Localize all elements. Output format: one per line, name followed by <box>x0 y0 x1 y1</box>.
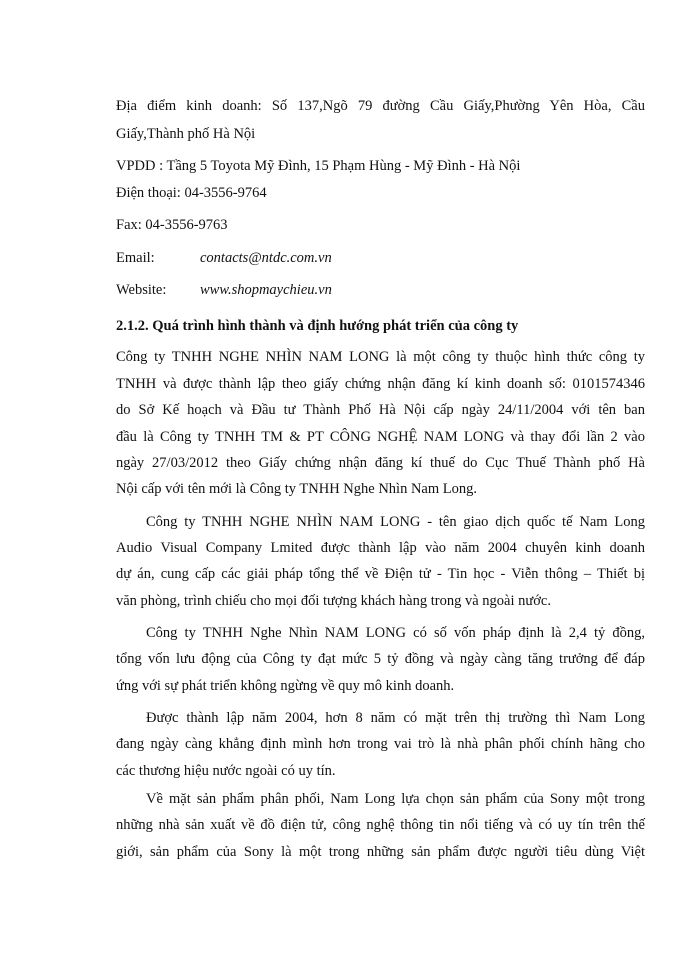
email-link[interactable]: contacts@ntdc.com.vn <box>200 250 332 266</box>
paragraph-5-line: Về mặt sản phẩm phân phối, Nam Long lựa chọn sản phẩm của Sony một trong <box>146 791 645 807</box>
paragraph-1-line: Công ty TNHH NGHE NHÌN NAM LONG là một công ty thuộc hình thức công ty <box>116 349 645 365</box>
website-label: Website: <box>116 282 167 298</box>
email-row <box>116 249 155 267</box>
email-label: Email: <box>116 250 155 266</box>
website-row <box>116 281 166 299</box>
website-link[interactable]: www.shopmaychieu.vn <box>200 282 332 298</box>
phone-line: Điện thoại: 04-3556-9764 <box>116 185 267 201</box>
address-line-1: Địa điểm kinh doanh: Số 137,Ngõ 79 đường Cầu Giấy,Phường Yên Hòa, Cầu <box>116 98 645 114</box>
paragraph-4-line: các thương hiệu nước ngoài có uy tín. <box>116 763 336 779</box>
paragraph-2-line: văn phòng, trình chiếu cho mọi đối tượng khách hàng trong và ngoài nước. <box>116 593 551 609</box>
paragraph-3-line: tổng vốn lưu động của Công ty đạt mức 5 tỷ đồng và ngày càng tăng trưởng để đáp <box>116 651 645 667</box>
fax-line: Fax: 04-3556-9763 <box>116 217 228 233</box>
paragraph-1-line: đầu là Công ty TNHH TM & PT CÔNG NGHỆ NAM LONG và thay đổi lần 2 vào <box>116 429 645 445</box>
paragraph-1-line: ngày 27/03/2012 theo Giấy chứng nhận đăng kí thuế do Cục Thuế Thành phố Hà <box>116 455 645 471</box>
paragraph-4-line: đang ngày càng khẳng định mình hơn trong vai trò là nhà phân phối chính hãng cho <box>116 736 645 752</box>
paragraph-1-line: TNHH và được thành lập theo giấy chứng nhận đăng kí kinh doanh số: 0101574346 <box>116 376 645 392</box>
paragraph-4-line: Được thành lập năm 2004, hơn 8 năm có mặt trên thị trường thì Nam Long <box>146 710 645 726</box>
paragraph-2-line: dự án, cung cấp các giải pháp tổng thể về Điện tử - Tin học - Viễn thông – Thiết bị <box>116 566 645 582</box>
paragraph-2-line: Audio Visual Company Lmited được thành lập vào năm 2004 chuyên kinh doanh <box>116 540 645 556</box>
section-heading: 2.1.2. Quá trình hình thành và định hướng phát triển của công ty <box>116 318 519 334</box>
paragraph-3-line: Công ty TNHH Nghe Nhìn NAM LONG có số vốn pháp định là 2,4 tỷ đồng, <box>146 625 645 641</box>
paragraph-1-line: do Sở Kế hoạch và Đầu tư Thành Phố Hà Nội cấp ngày 24/11/2004 với tên ban <box>116 402 645 418</box>
paragraph-5-line: những nhà sản xuất về đồ điện tử, công nghệ thông tin nổi tiếng và có uy tín trên thế <box>116 817 645 833</box>
address-line-2: Giấy,Thành phố Hà Nội <box>116 126 256 142</box>
paragraph-1-line: Nội cấp với tên mới là Công ty TNHH Nghe Nhìn Nam Long. <box>116 481 478 497</box>
vpdd-line: VPDD : Tầng 5 Toyota Mỹ Đình, 15 Phạm Hùng - Mỹ Đình - Hà Nội <box>116 158 521 174</box>
paragraph-3-line: ứng với sự phát triển không ngừng về quy mô kinh doanh. <box>116 678 455 694</box>
paragraph-2-line: Công ty TNHH NGHE NHÌN NAM LONG - tên giao dịch quốc tế Nam Long <box>146 514 645 530</box>
paragraph-5-line: giới, sản phẩm của Sony là một trong những sản phẩm được người tiêu dùng Việt <box>116 844 645 860</box>
